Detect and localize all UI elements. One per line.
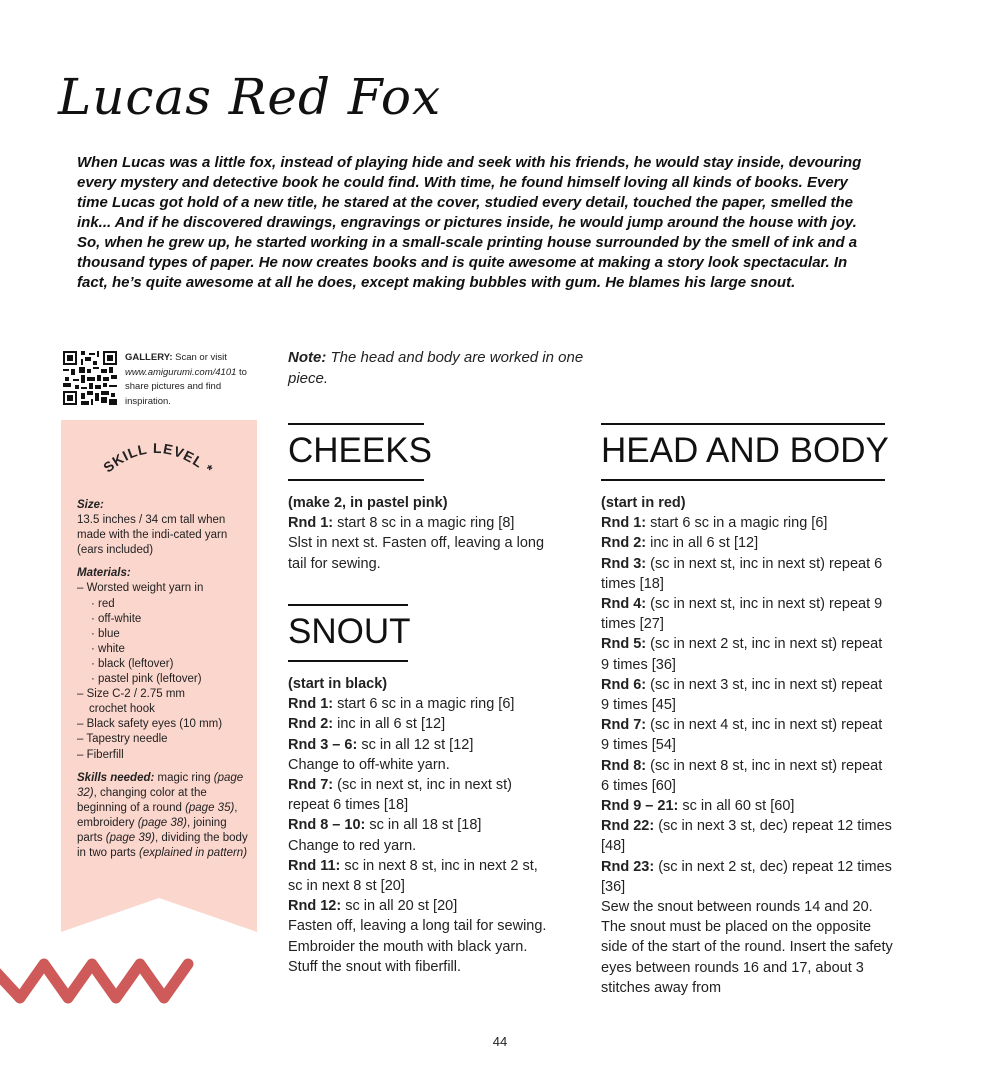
round-line — [288, 836, 553, 856]
round-line — [288, 856, 553, 896]
round-text: start 6 sc in a magic ring [6] — [646, 515, 828, 532]
round-text: inc in all 6 st [12] — [646, 535, 759, 552]
round-label: Rnd 7: — [601, 717, 647, 734]
round-label: Rnd 1: — [601, 515, 647, 532]
round-line — [288, 513, 553, 533]
yarn-color: · white — [91, 642, 125, 655]
note-label: Note: — [288, 349, 327, 366]
page-ref: (explained in pattern) — [139, 847, 248, 860]
round-text: Fasten off, leaving a long tail for sewing. Embroider the mouth with black yarn. Stuff the snout with fiberfill. — [288, 918, 547, 975]
yarn-color: · red — [91, 597, 115, 610]
round-label: Rnd 9 – 21: — [601, 798, 679, 815]
round-label: Rnd 8: — [601, 757, 647, 774]
round-text: (sc in next 2 st, dec) repeat 12 times [36] — [601, 858, 892, 895]
pattern-note — [288, 347, 588, 389]
material-yarn: – Worsted weight yarn in — [77, 582, 204, 595]
materials-list — [77, 581, 249, 762]
round-label: Rnd 12: — [288, 898, 342, 915]
skills-label: Skills needed: — [77, 771, 155, 784]
round-text: inc in all 6 st [12] — [333, 716, 446, 733]
round-line — [288, 735, 553, 755]
round-text: sc in all 20 st [20] — [341, 898, 458, 915]
page-title: Lucas Red Fox — [58, 68, 442, 126]
round-text: (sc in next 3 st, dec) repeat 12 times [48] — [601, 818, 892, 855]
round-text: (sc in next 3 st, inc in next st) repeat 9 times [45] — [601, 676, 883, 714]
head-body-rounds — [601, 513, 893, 998]
yarn-color: · blue — [91, 627, 120, 640]
round-line — [601, 554, 893, 594]
round-label: Rnd 1: — [288, 515, 334, 532]
round-label: Rnd 7: — [288, 777, 334, 794]
gallery-text-2: to share pictures and find inspiration. — [125, 366, 247, 407]
round-label: Rnd 4: — [601, 596, 647, 613]
round-line — [288, 755, 553, 775]
round-text: Change to red yarn. — [288, 837, 417, 854]
round-label: Rnd 6: — [601, 676, 647, 693]
skills-text: , joining parts — [77, 816, 227, 844]
round-label: Rnd 23: — [601, 858, 655, 875]
cheeks-heading: CHEEKS — [288, 423, 424, 481]
round-text: (sc in next 8 st, inc in next st) repeat 6 times [60] — [601, 757, 883, 794]
round-text: sc in all 60 st [60] — [678, 798, 795, 815]
round-label: Rnd 3: — [601, 555, 647, 572]
skills-text: magic ring — [154, 771, 214, 784]
snout-subheading: (start in black) — [288, 676, 388, 692]
info-panel — [61, 420, 257, 932]
gallery-label: GALLERY: — [125, 352, 173, 363]
cheeks-finish: Slst in next st. Fasten off, leaving a long tail for sewing. — [288, 535, 545, 572]
head-body-section — [601, 423, 893, 998]
size-text: 13.5 inches / 34 cm tall when made with the indi-cated yarn (ears included) — [77, 514, 228, 557]
page-ref: (page 35) — [185, 801, 235, 814]
round-line — [288, 815, 553, 835]
page-ref: (page 32) — [77, 771, 244, 799]
round-line — [288, 775, 553, 815]
skills-text: , changing color at the beginning of a round — [77, 786, 207, 814]
yarn-color: · black (leftover) — [91, 657, 174, 670]
round-label: Rnd 3 – 6: — [288, 736, 358, 753]
cheeks-subheading: (make 2, in pastel pink) — [288, 495, 448, 511]
material-fiberfill: – Fiberfill — [77, 748, 124, 761]
material-hook-cont: crochet hook — [89, 703, 155, 716]
materials-label: Materials: — [77, 567, 131, 580]
round-label: Rnd 2: — [288, 716, 334, 733]
round-line — [601, 675, 893, 715]
round-text: sc in all 12 st [12] — [357, 736, 474, 753]
round-text: Sew the snout between rounds 14 and 20. The snout must be placed on the opposite side of the start of the round. Insert the safety eyes between rounds 16 and 17, about 3 stitches away from — [601, 899, 893, 996]
round-text: Change to off-white yarn. — [288, 756, 450, 773]
round-text: (sc in next st, inc in next st) repeat 6 times [18] — [288, 777, 513, 814]
skill-level-badge — [61, 420, 257, 500]
material-needle: – Tapestry needle — [77, 733, 168, 746]
qr-code[interactable] — [63, 351, 117, 405]
round-label: Rnd 1: — [288, 696, 334, 713]
head-body-heading: HEAD AND BODY — [601, 423, 885, 481]
snout-section — [288, 604, 553, 977]
round-line — [288, 694, 553, 714]
skill-star-icon: * — [201, 461, 217, 478]
round-line — [601, 513, 893, 533]
gallery-url[interactable]: www.amigurumi.com/4101 — [125, 366, 237, 378]
size-label: Size: — [77, 499, 104, 511]
round-text: sc in all 18 st [18] — [365, 817, 482, 834]
snout-rounds — [288, 694, 553, 977]
round-text: (sc in next 4 st, inc in next st) repeat 9 times [54] — [601, 717, 883, 754]
round-line — [288, 896, 553, 916]
round-line — [601, 634, 893, 674]
round-line — [601, 756, 893, 796]
round-label: Rnd 11: — [288, 857, 341, 874]
skills-text: , dividing the body in two parts — [77, 831, 248, 860]
round-line — [601, 715, 893, 755]
svg-text:SKILL LEVEL * — [100, 440, 216, 478]
round-text: start 8 sc in a magic ring [8] — [333, 515, 515, 532]
round-line — [601, 533, 893, 553]
round-line — [288, 916, 553, 977]
page-ref: (page 39) — [105, 831, 155, 844]
round-line — [601, 594, 893, 634]
round-line — [601, 816, 893, 856]
round-line — [601, 897, 893, 998]
head-body-subheading: (start in red) — [601, 495, 686, 511]
skills-needed — [77, 771, 249, 862]
yarn-color: · pastel pink (leftover) — [91, 673, 202, 686]
page-number: 44 — [492, 1034, 508, 1049]
material-eyes: – Black safety eyes (10 mm) — [77, 718, 223, 731]
round-text: (sc in next 2 st, inc in next st) repeat 9 times [36] — [601, 636, 883, 673]
round-text: start 6 sc in a magic ring [6] — [333, 696, 515, 713]
gallery-text: Scan or visit — [175, 352, 227, 363]
snout-heading: SNOUT — [288, 604, 408, 662]
round-line — [601, 857, 893, 897]
cheeks-section — [288, 423, 553, 574]
page-ref: (page 38) — [137, 816, 187, 829]
round-label: Rnd 5: — [601, 636, 647, 653]
note-text: The head and body are worked in one piece. — [288, 349, 584, 387]
skills-text: , embroidery — [77, 801, 238, 829]
round-text: (sc in next st, inc in next st) repeat 6 times [18] — [601, 555, 883, 592]
zigzag-decoration — [0, 950, 200, 1010]
material-hook: – Size C-2 / 2.75 mm — [77, 688, 186, 701]
yarn-color: · off-white — [91, 612, 142, 625]
gallery-note — [125, 351, 265, 409]
round-line — [288, 714, 553, 734]
panel-details — [77, 498, 249, 861]
round-text: sc in next 8 st, inc in next 2 st, sc in next 8 st [20] — [288, 857, 538, 895]
skill-level-label: SKILL LEVEL — [100, 439, 207, 476]
round-line — [601, 796, 893, 816]
round-label: Rnd 22: — [601, 818, 655, 835]
round-label: Rnd 2: — [601, 535, 647, 552]
round-label: Rnd 8 – 10: — [288, 817, 366, 834]
intro-paragraph: When Lucas was a little fox, instead of playing hide and seek with his friends, he would stay inside, devouring every mystery and detective book he could find. With time, he found himself loving all kinds of books. Every time Lucas got hold of a new title, he stared at the cover, studied every detail, touched the paper, smelled the ink... And if he discovered drawings, engravings or pictures inside, he would jump around the house with joy. So, when he grew up, he started working in a small-scale printing house surrounded by the smell of ink and a thousand types of paper. He now creates books and is quite awesome at making a story look spectacular. In fact, he’s quite awesome at all he does, except making bubbles with gum. He blames his large snout. — [77, 154, 862, 291]
round-text: (sc in next st, inc in next st) repeat 9 times [27] — [601, 596, 883, 633]
